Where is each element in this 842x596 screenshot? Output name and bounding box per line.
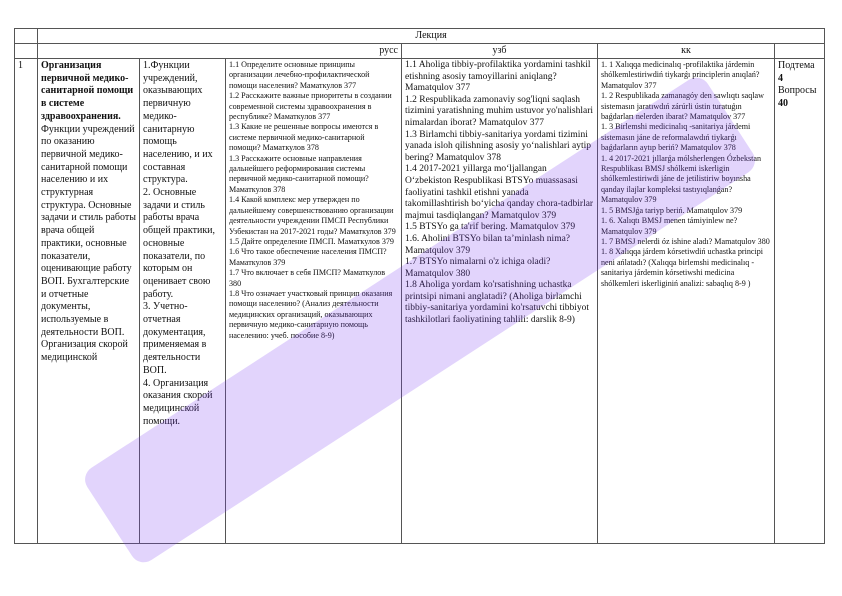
col-header-kk: кк bbox=[598, 44, 775, 59]
kk-questions bbox=[601, 60, 771, 289]
question-item: 1.8 Что означает участковый принцип оказания помощи населению? (Анализ деятельности медицинских организаций, оказывающих первичную медико-санитарную помощь населению: учеб. пособие 8-9) bbox=[229, 288, 393, 340]
lecture-title: Лекция bbox=[38, 29, 825, 44]
question-item: 1.5 BTSYo ga ta'rif bering. Mamatqulov 379 bbox=[405, 222, 576, 233]
topic-cell bbox=[38, 59, 140, 544]
plan-item: 4. Организация оказания скорой медицинской помощи. bbox=[143, 377, 213, 427]
question-item: 1.4 2017-2021 yillarga mo‘ljallangan O‘zbekiston Respublikasi BTSYo muassasasi faoliyatini tashkil etishni yanada takomillashtirish bo‘yicha qanday chora-tadbirlar majmui tasdiqlangan? Mamatqulov 379 bbox=[405, 164, 594, 221]
question-item: 1.1 Определите основные принципы организации лечебно-профилактической помощи населения? Маматкулов 377 bbox=[229, 60, 370, 90]
subtopic-number: 4 bbox=[778, 72, 783, 84]
subtopic-cell bbox=[775, 59, 825, 544]
question-item: 1. 3 Birlemshi medicinalıq -sanitariya járdemi sistemasın jáne de reformalawdıń tiykarǵı baǵdarların aytıp beriń? Mamatqulov 378 bbox=[601, 122, 751, 153]
plan-item: 1.Функции учреждений, оказывающих первичную медико-санитарную помощь населению, и их составная структура. bbox=[143, 60, 213, 186]
plan-text bbox=[143, 60, 222, 428]
question-item: 1.7 BTSYo nimalarni o'z ichiga oladi? Mamatqulov 380 bbox=[405, 257, 551, 279]
question-item: 1.1 Aholiga tibbiy-profilaktika yordamini tashkil etishning asosiy tamoyillarini aniqlang? Mamatqulov 377 bbox=[405, 60, 591, 94]
plan-cell bbox=[140, 59, 226, 544]
question-item: 1.2 Respublikada zamonaviy sog'liqni saqlash tizimini yaratishning muhim ustuvor yo'nalishlari nimalardan iborat? Mamatqulov 377 bbox=[405, 94, 593, 128]
questions-label: Вопросы bbox=[778, 85, 817, 97]
ru-questions-cell bbox=[226, 59, 402, 544]
question-item: 1. 4 2017-2021 jıllarǵa mólsherlengen Ózbekstan Respublikası BMSJ shólkemi iskerligin shólkemlestiriwdi jáne de jetilistiriw boyınsha qanday ilajlar kompleksi tastıyıqlanǵan? Mamatqulov 379 bbox=[601, 153, 762, 205]
question-item: 1. 5 BMSJǵa tariyp beriń. Mamatqulov 379 bbox=[601, 205, 743, 215]
question-item: 1.4 Какой комплекс мер утвержден по дальнейшему совершенствованию организации деятельности учреждении ПМСП Республики Узбекистан на 2017-2021 годы? Маматкулов 379 bbox=[229, 195, 396, 236]
header-row-title bbox=[15, 29, 825, 44]
subtopic-label: Подтема bbox=[778, 60, 815, 71]
ru-questions bbox=[229, 60, 398, 341]
kk-questions-cell bbox=[598, 59, 775, 544]
row-number: 1 bbox=[15, 59, 38, 544]
question-item: 1. 7 BMSJ nelerdi óz ishine aladı? Mamatqulov 380 bbox=[601, 236, 770, 246]
col-header-ru: русс bbox=[38, 44, 402, 59]
topic-description: Функции учреждений по оказанию первичной медико-санитарной помощи населению и их структурная структура. Основные задачи и стиль работы врача общей практики, основные показатели, оценивающие работу ВОП. Бухгалтерские и отчетные документы, используемые в деятельности ВОП. Организация скорой медицинской bbox=[41, 123, 136, 364]
plan-item: 3. Учетно-отчетная документация, применяемая в деятельности ВОП. bbox=[143, 301, 207, 376]
col-header-uz: узб bbox=[402, 44, 598, 59]
table-row bbox=[15, 59, 825, 544]
uz-questions-cell bbox=[402, 59, 598, 544]
questions-number: 40 bbox=[778, 98, 788, 110]
question-item: 1. 8 Xalıqqa járdem kórsetiwdiń uchastka principi neni ańlatadı? (Xalıqqa birlemshi medicinalıq -sanitariya járdemin kórsetiwshi medicina shólkemleri iskerliginiń analizi: sabaqlıq 8-9 ) bbox=[601, 247, 764, 288]
plan-item: 2. Основные задачи и стиль работы врача общей практики, основные показатели, по которым он оценивает свою работу. bbox=[143, 187, 216, 300]
question-item: 1.3 Расскажите основные направления дальнейшего реформирования системы первичной медико-санитарной помощи? Маматкулов 378 bbox=[229, 153, 369, 194]
header-row-languages bbox=[15, 44, 825, 59]
question-item: 1.3 Birlamchi tibbiy-sanitariya yordami tizimini yanada isloh qilishning asosiy yo‘nalishlari aytip bering? Mamatqulov 378 bbox=[405, 129, 592, 163]
question-item: 1. 1 Xalıqqa medicinalıq -profilaktika járdemin shólkemlestiriwdiń tiykarǵı principlerin anıqlań? Mamatqulov 377 bbox=[601, 60, 760, 90]
question-item: 1.6 Что такое обеспечение населения ПМСП? Маматкулов 379 bbox=[229, 247, 387, 267]
question-item: 1.5 Дайте определение ПМСП. Маматкулов 379 bbox=[229, 236, 394, 246]
question-item: 1.2 Расскажите важные приоритеты в создании современной системы здравоохранения в республике? Маматкулов 377 bbox=[229, 91, 392, 122]
question-item: 1.8 Aholiga yordam ko'rsatishning uchastka printsipi nimani anglatadi? (Aholiga birlamchi tibbiy-sanitariya yordamini ko'rsatuvchi tibbiyot tashkilotlari faoliyatining tahlili: darslik 8-9) bbox=[405, 280, 590, 326]
question-item: 1.7 Что включает в себя ПМСП? Маматкулов 380 bbox=[229, 268, 386, 288]
question-item: 1.3 Какие не решенные вопросы имеются в системе первичной медико-санитарной помощи? Маматкулов 378 bbox=[229, 122, 379, 153]
topic-title: Организация первичной медико-санитарной помощи в системе здравоохранения. bbox=[41, 60, 134, 122]
question-item: 1. 2 Respublikada zamanagóy den sawlıqtı saqlaw sistemasın jaratıwdıń zárúrli ústin turatuǵın baǵdarları nelerden ibarat? Mamatqulov 377 bbox=[601, 91, 764, 122]
uz-questions bbox=[405, 60, 594, 327]
question-item: 1.6. Aholini BTSYo bilan ta’minlash nima? Mamatqulov 379 bbox=[405, 233, 571, 256]
question-item: 1. 6. Xalıqtı BMSJ menen támiyinlew ne? Mamatqulov 379 bbox=[601, 216, 738, 236]
lecture-table bbox=[14, 28, 825, 544]
